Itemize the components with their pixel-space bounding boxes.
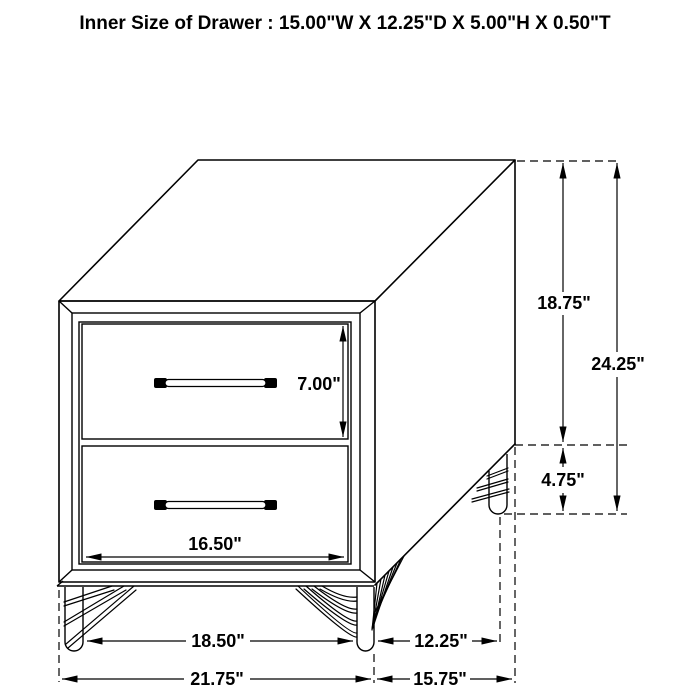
drawing-title: Inner Size of Drawer : 15.00"W X 12.25"D X 5.00"H X 0.50"T (79, 13, 611, 34)
dim-label-leg-depth-span: 12.25" (414, 631, 468, 651)
drawer-opening (79, 322, 351, 564)
top-face (59, 160, 515, 301)
dim-label-total-width: 21.75" (190, 669, 244, 689)
dim-label-total-depth: 15.75" (413, 669, 467, 689)
dim-front-leg-span (87, 631, 353, 651)
dimension-annotations (62, 163, 645, 689)
legs-and-wires (64, 454, 509, 651)
dim-leg-height (541, 448, 585, 511)
miter-bottom-right (360, 570, 375, 582)
front-frame-mid (72, 313, 360, 570)
handle-bar (165, 380, 266, 387)
dim-drawer-opening-width (86, 534, 344, 557)
furniture-outline (57, 160, 515, 586)
drawer-bottom-handle (154, 500, 277, 510)
dim-upper-height (537, 163, 591, 442)
side-bottom-edge (375, 444, 515, 585)
dim-label-front-leg-span: 18.50" (191, 631, 245, 651)
handle-bar (165, 502, 266, 509)
left-leg-wires (64, 586, 136, 648)
dim-total-width (62, 669, 371, 689)
dim-label-drawer-front-height: 7.00" (297, 374, 341, 394)
front-right-leg (357, 587, 374, 651)
dim-label-leg-height: 4.75" (541, 470, 585, 490)
dim-label-drawer-opening-width: 16.50" (188, 534, 242, 554)
dim-label-upper-height: 18.75" (537, 293, 591, 313)
dim-total-height (591, 163, 645, 511)
miter-top-right (360, 301, 375, 313)
miter-top-left (59, 301, 72, 313)
miter-bottom-left (59, 570, 72, 582)
dim-label-total-height: 24.25" (591, 354, 645, 374)
dim-leg-depth-span (378, 631, 497, 651)
right-leg-wires (296, 586, 357, 637)
back-leg-rings (472, 468, 509, 502)
dim-drawer-front-height (297, 326, 343, 437)
drawer-top-handle (154, 378, 277, 388)
dim-total-depth (377, 669, 512, 689)
corner-wire-fan (372, 556, 404, 630)
